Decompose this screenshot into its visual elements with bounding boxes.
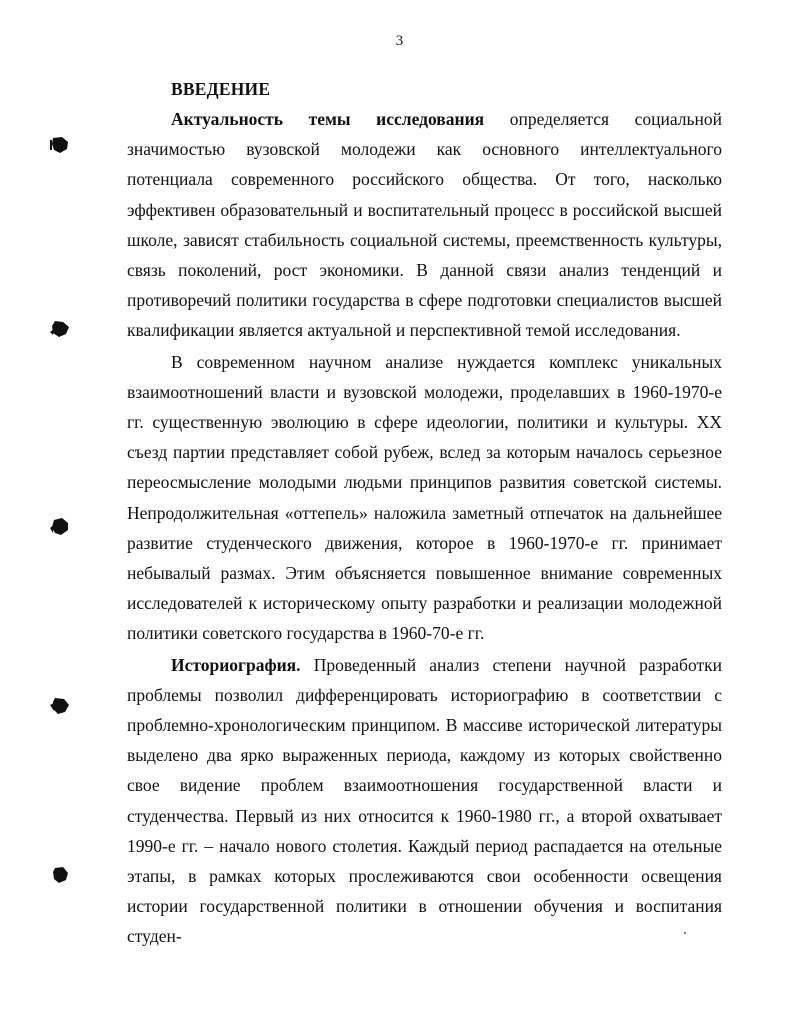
paragraph-analysis [127,347,722,649]
paragraph-relevance [127,104,722,346]
section-title: ВВЕДЕНИЕ [171,79,271,99]
punch-hole-mark [50,518,70,536]
paragraph-text: В современном научном анализе нуждается комплекс уникальных взаимоотношений власти и вузовской молодежи, проделавших в 1960-1970-е гг. существенную эволюцию в сфере идеологии, политики и культуры. XX съезд партии представляет собой рубеж, вслед за которым началось серьезное переосмысление молодыми людьми принципов развития советской системы. Непродолжительная «оттепель» наложила заметный отпечаток на дальнейшее развитие студенческого движения, которое в 1960-1970-е гг. принимает небывалый размах. Этим объясняется повышенное внимание современных исследователей к историческому опыту разработки и реализации молодежной политики советского государства в 1960-70-е гг. [127,351,722,644]
run-in-heading-historiography: Историография. [171,654,301,675]
paragraph-text: Проведенный анализ степени научной разработки проблемы позволил дифференцировать историографию в соответствии с проблемно-хронологическим принципом. В массиве исторической литературы выделено два ярко выраженных периода, каждому из которых свойственно свое видение проблем взаимоотношения государственной власти и студенчества. Первый из них относится к 1960-1980 гг., а второй охватывает 1990-е гг. – начало нового столетия. Каждый период распадается на отельные этапы, в рамках которых прослеживаются свои особенности освещения истории государственной политики в отношении обучения и воспитания студен- [127,654,722,947]
document-body [127,74,722,952]
scan-speck [684,932,686,934]
paragraph-text: определяется социальной значимостью вузовской молодежи как основного интеллектуального потенциала современного российского общества. От того, насколько эффективен образовательный и воспитательный процесс в российской высшей школе, зависят стабильность социальной системы, преемственность культуры, связь поколений, рост экономики. В данной связи анализ тенденций и противоречий политики государства в сфере подготовки специалистов высшей квалификации является актуальной и перспективной темой исследования. [127,109,722,341]
paragraph-historiography [127,650,722,952]
punch-hole-mark [50,136,70,154]
run-in-heading-relevance: Актуальность темы исследования [171,109,485,129]
punch-hole-mark [50,866,70,884]
punch-hole-mark [50,320,70,338]
page-number: 3 [395,33,404,49]
punch-hole-mark [50,697,70,715]
